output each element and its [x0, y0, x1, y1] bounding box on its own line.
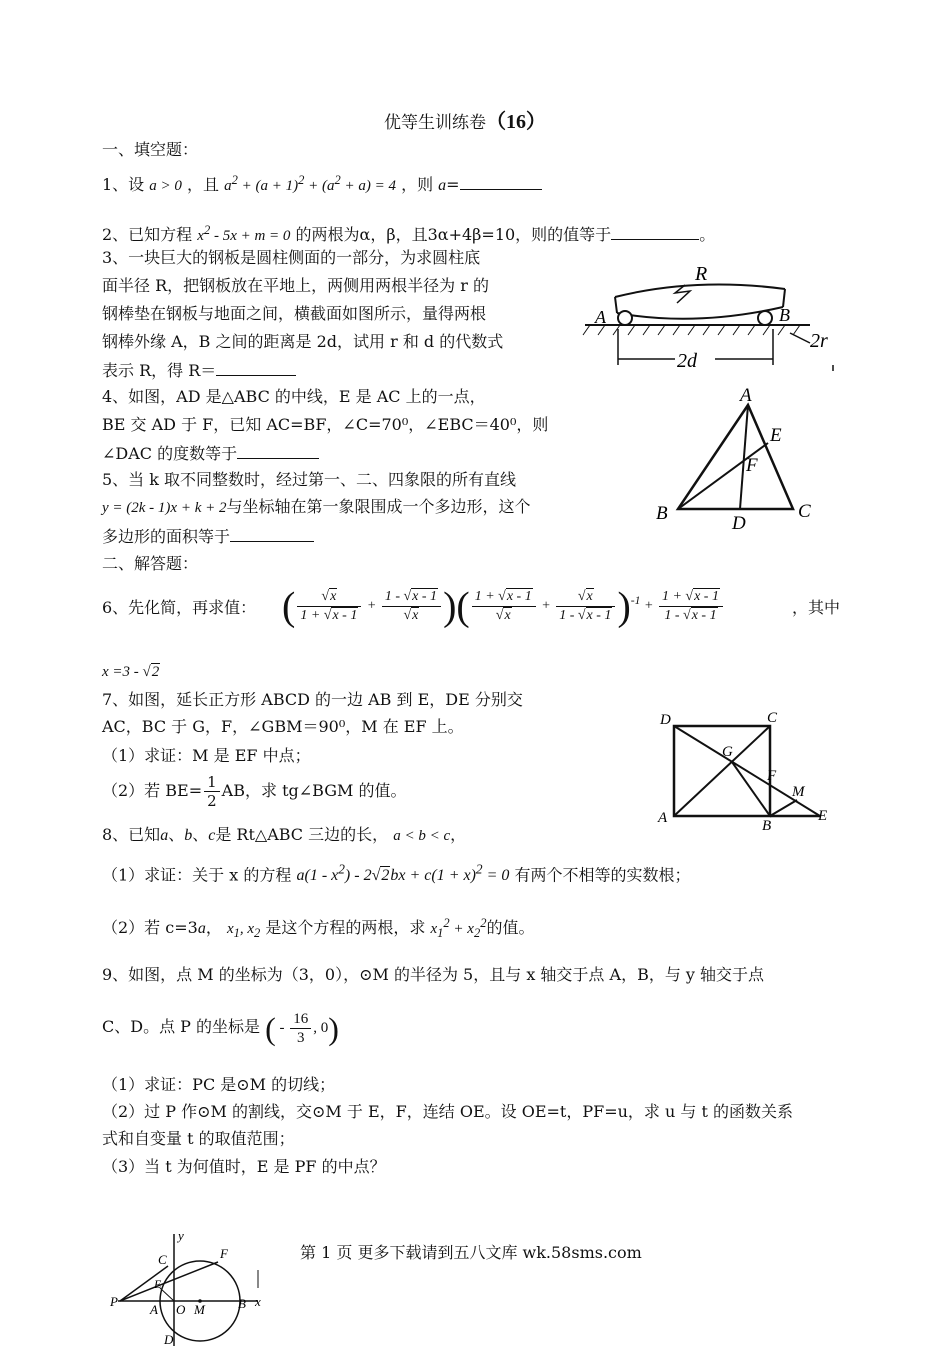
q8-text-2b: 有两个不相等的实数根； — [514, 865, 691, 885]
q9-part-3: （3）当 t 为何值时，E 是 PF 的中点？ — [102, 1157, 386, 1176]
segment-DE — [674, 726, 820, 816]
label-G: G — [722, 744, 733, 760]
label-O: O — [176, 1302, 186, 1317]
radius-arrow — [675, 285, 690, 303]
label-F: F — [746, 455, 758, 476]
label-A: A — [595, 307, 606, 327]
label-2r: 2r — [810, 330, 828, 352]
q8-var-a: a — [160, 827, 169, 844]
segment-BG — [732, 762, 770, 816]
q9-part-2b: 式和自变量 t 的取值范围； — [102, 1129, 295, 1148]
triangle-ABC — [678, 405, 793, 509]
q5-answer-blank[interactable] — [230, 525, 314, 542]
q1-equation-formula: $a^2 + (a + 1)^2 + (a^2 + a) = 4$ — [224, 173, 396, 194]
title-number: （16） — [486, 111, 546, 133]
q3-line-2: 面半径 R，把钢板放在平地上，两侧用两根半径为 r 的 — [102, 276, 489, 295]
q4-answer-blank[interactable] — [237, 442, 319, 459]
q8-part-1 — [102, 860, 691, 886]
q8-text-1a: 8、已知 — [102, 825, 161, 844]
q1-condition-formula: a > 0 — [149, 178, 182, 194]
page-title — [384, 112, 546, 133]
secant-PF — [120, 1262, 218, 1301]
q9-point-P-formula: ( - $\frac{16}{3}$ , 0) — [265, 1010, 339, 1047]
rod-right — [758, 311, 772, 325]
q8-text-3d: 的值。 — [486, 918, 535, 937]
q9-part-2a: （2）过 P 作⊙M 的割线，交⊙M 于 E，F，连结 OE。设 OE=t，PF=u，求 u 与 t 的函数关系 — [102, 1102, 793, 1121]
label-B: B — [238, 1296, 246, 1311]
q2-text-b: 的两根为α，β，且3α+4β=10，则的值等于 — [295, 225, 612, 244]
q8-var-a-2: a — [197, 920, 206, 937]
q8-text-2a: （1）求证：关于 x 的方程 — [102, 865, 292, 885]
q4-line-2: BE 交 AD 于 F，已知 AC=BF，∠C=70⁰，∠EBC＝40⁰，则 — [102, 415, 549, 434]
q8-part-2 — [102, 913, 534, 943]
label-E: E — [818, 808, 828, 824]
label-B: B — [762, 818, 772, 830]
rod-left — [618, 311, 632, 325]
circle-figure — [108, 1228, 273, 1348]
q5-text-2: 与坐标轴在第一象限围成一个多边形，这个 — [226, 497, 531, 516]
q8-sep-1: 、 — [168, 825, 185, 844]
section-solve-heading: 二、解答题： — [102, 554, 199, 573]
q7-line-2: AC，BC 于 G，F，∠GBM＝90⁰，M 在 EF 上。 — [102, 717, 464, 736]
q8-text-3b: ， — [205, 918, 222, 937]
label-E: E — [154, 1277, 162, 1291]
q2-text-a: 2、已知方程 — [102, 225, 193, 244]
label-A: A — [740, 385, 752, 406]
q3-text-5: 表示 R，得 R＝ — [102, 361, 217, 380]
q7-frac-num: 1 — [204, 773, 220, 792]
q1-text-c: ，则 — [401, 175, 434, 194]
q9-part-1: （1）求证：PC 是⊙M 的切线； — [102, 1075, 336, 1094]
label-M: M — [792, 784, 805, 800]
segment-BE — [678, 443, 768, 509]
label-B: B — [779, 305, 790, 325]
q8-text-1b: 是 Rt△ABC 三边的长， — [215, 825, 389, 844]
q1-variable-a: a — [438, 177, 447, 194]
q3-line-4: 钢棒外缘 A，B 之间的距离是 2d，试用 r 和 d 的代数式 — [102, 332, 504, 351]
q5-line-2 — [102, 497, 531, 518]
segment-BM — [770, 800, 797, 816]
q1-text-b: ，且 — [187, 175, 220, 194]
label-F: F — [220, 1246, 228, 1261]
q7-part-1: （1）求证：M 是 EF 中点； — [102, 746, 311, 765]
q7-line-1: 7、如图，延长正方形 ABCD 的一边 AB 到 E，DE 分别交 — [102, 690, 523, 709]
q8-equation-formula: $a(1 - x^2) - 2√2bx + c(1 + x)^2 = 0$ — [296, 862, 510, 885]
q5-line-1: 5、当 k 取不同整数时，经过第一、二、四象限的所有直线 — [102, 470, 517, 489]
q3-line-5 — [102, 359, 296, 381]
label-A: A — [150, 1302, 158, 1317]
q9-line-2 — [102, 1010, 339, 1047]
q4-line-3 — [102, 442, 319, 464]
q3-line-1: 3、一块巨大的钢板是圆柱侧面的一部分，为求圆柱底 — [102, 248, 481, 267]
q7-part-2 — [102, 773, 406, 810]
q6-x-label: x =3 - — [102, 664, 139, 680]
q4-line-1: 4、如图，AD 是△ABC 的中线，E 是 AC 上的一点， — [102, 387, 486, 406]
q5-line-formula: y = (2k - 1)x + k + 2 — [102, 500, 227, 516]
q8-line-1: 8、已知a、b、c是 Rt△ABC 三边的长， a < b < c， — [102, 825, 467, 844]
label-D: D — [732, 513, 746, 534]
label-2d: 2d — [677, 350, 697, 372]
q9-text-2: C、D。点 P 的坐标是 — [102, 1016, 261, 1036]
label-y: y — [178, 1228, 184, 1243]
q3-line-3: 钢棒垫在钢板与地面之间，横截面如图所示，量得两根 — [102, 304, 487, 323]
section-fill-in-heading: 一、填空题： — [102, 140, 199, 159]
label-A: A — [658, 810, 668, 826]
q8-var-b: b — [184, 827, 193, 844]
q8-roots-formula: $x_1$, $x_2$ — [226, 921, 261, 940]
question-1 — [102, 170, 542, 196]
q6-x-value-formula: x =3 - √2 — [102, 664, 160, 680]
label-D: D — [660, 712, 671, 728]
q8-text-3a: （2）若 c=3 — [102, 918, 198, 937]
label-E: E — [770, 425, 782, 446]
square-figure — [652, 708, 842, 830]
segment-OE — [160, 1288, 174, 1301]
q2-answer-blank[interactable] — [611, 223, 699, 240]
plate-top-edge — [615, 285, 785, 298]
q6-expression-formula: ( $\frac{√x}{1 + √x - 1}$ + $\frac{1 - √x - 1}{√x}$ )( $\frac{1 + √x - 1}{√x}$ + $\frac{√x}{1 - √x - 1}$ )$^{-1}$ + $\frac{1 + √x - 1}{1 - √x - 1}$ — [282, 588, 725, 625]
q3-answer-blank[interactable] — [216, 359, 296, 376]
q8-sep-2: 、 — [192, 825, 209, 844]
q1-text-a: 1、设 — [102, 175, 145, 194]
q1-equals: = — [446, 175, 460, 194]
q1-answer-blank[interactable] — [460, 173, 542, 190]
q5-line-3 — [102, 525, 314, 547]
q8-var-c: c — [208, 827, 216, 844]
triangle-figure — [650, 385, 825, 535]
q2-equation-formula: $x^2 - 5x + m = 0$ — [197, 223, 291, 244]
label-x: x — [255, 1294, 261, 1309]
label-M: M — [194, 1302, 205, 1317]
q8-inequality-formula: a < b < c — [393, 828, 451, 844]
q6-text-a: 6、先化简，再求值： — [102, 598, 257, 617]
q4-text-3: ∠DAC 的度数等于 — [102, 444, 238, 463]
label-R: R — [695, 263, 708, 285]
diagonal-AC — [674, 726, 770, 816]
label-C: C — [158, 1252, 167, 1267]
label-P: P — [110, 1294, 118, 1309]
label-D: D — [164, 1332, 174, 1347]
q7-text-4b: AB，求 tg∠BGM 的值。 — [221, 781, 407, 800]
q5-text-3: 多边形的面积等于 — [102, 527, 231, 546]
q7-frac-den: 2 — [207, 792, 217, 810]
label-F: F — [767, 768, 777, 784]
label-B: B — [656, 503, 668, 524]
title-text: 优等生训练卷 — [384, 113, 486, 133]
q7-fraction — [204, 773, 220, 810]
ground-hatching — [583, 325, 800, 335]
q7-text-4a: （2）若 BE= — [102, 781, 203, 800]
page-footer: 第 1 页 更多下载请到五八文库 wk.58sms.com — [300, 1243, 642, 1262]
question-2 — [102, 220, 715, 246]
label-C: C — [767, 710, 778, 726]
q9-line-1: 9、如图，点 M 的坐标为（3，0），⊙M 的半径为 5，且与 x 轴交于点 A，B，与 y 轴交于点 — [102, 965, 765, 984]
q2-period: 。 — [699, 225, 716, 244]
label-C: C — [798, 501, 811, 522]
q6-text-b: ，其中 — [792, 598, 841, 617]
q8-text-3c: 是这个方程的两根，求 — [265, 918, 426, 937]
steel-plate-figure — [565, 255, 845, 375]
q8-sum-squares-formula: $x_1^2 + x_2^2$ — [430, 916, 487, 940]
